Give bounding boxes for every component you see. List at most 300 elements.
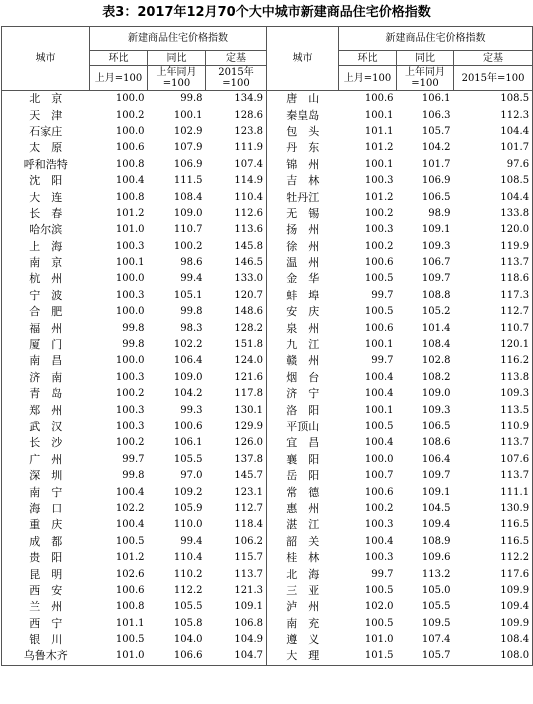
mom-cell-left: 100.6 <box>115 584 145 596</box>
mom-header-right: 环比 <box>339 51 397 66</box>
table-row <box>2 189 533 205</box>
table-row <box>2 91 533 108</box>
city-cell-left: 太 原 <box>2 140 90 156</box>
yoy-cell-right: 98.9 <box>428 207 451 219</box>
city-cell-right: 锦 州 <box>267 157 339 173</box>
city-cell-left: 青 岛 <box>2 386 90 402</box>
yoy-cell-left: 99.4 <box>180 535 203 547</box>
yoy-cell-right: 104.2 <box>421 142 451 154</box>
yoy-cell-left: 105.5 <box>173 601 203 613</box>
yoy-cell-right: 106.7 <box>421 257 451 269</box>
yoy-cell-right: 106.5 <box>421 191 451 203</box>
mom-cell-right: 100.5 <box>364 273 394 285</box>
yoy-cell-right: 106.3 <box>421 109 451 121</box>
table-row <box>2 353 533 369</box>
yoy-sub-left: 上年同月=100 <box>148 66 206 91</box>
base-cell-left: 112.7 <box>206 501 267 517</box>
yoy-cell-left: 108.4 <box>173 191 203 203</box>
mom-cell-right: 101.2 <box>364 191 394 203</box>
yoy-cell-left: 97.0 <box>180 470 203 482</box>
yoy-cell-right: 105.2 <box>421 306 451 318</box>
mom-cell-right: 100.4 <box>364 371 394 383</box>
yoy-cell-left: 110.7 <box>173 224 203 236</box>
base-cell-right: 116.5 <box>454 534 533 550</box>
mom-cell-left: 100.4 <box>115 175 145 187</box>
city-cell-left: 南 京 <box>2 255 90 271</box>
table-row <box>2 304 533 320</box>
table-row <box>2 468 533 484</box>
table-row <box>2 566 533 582</box>
yoy-cell-right: 106.4 <box>421 453 451 465</box>
base-cell-left: 104.9 <box>206 632 267 648</box>
yoy-cell-right: 105.7 <box>421 125 451 137</box>
mom-cell-left: 100.3 <box>115 421 145 432</box>
table-row <box>2 435 533 451</box>
table-row <box>2 583 533 599</box>
yoy-cell-left: 110.2 <box>173 568 203 580</box>
yoy-cell-left: 106.1 <box>173 437 203 449</box>
mom-cell-right: 100.5 <box>364 421 394 432</box>
base-cell-left: 126.0 <box>206 435 267 451</box>
base-cell-left: 130.1 <box>206 402 267 418</box>
base-cell-right: 116.5 <box>454 517 533 533</box>
yoy-cell-left: 105.1 <box>173 289 203 301</box>
base-cell-left: 118.4 <box>206 517 267 533</box>
mom-sub-right: 上月=100 <box>339 66 397 91</box>
mom-cell-left: 100.2 <box>115 437 145 449</box>
table-row <box>2 271 533 287</box>
city-cell-right: 秦皇岛 <box>267 107 339 123</box>
base-cell-right: 109.3 <box>454 386 533 402</box>
base-cell-left: 106.2 <box>206 534 267 550</box>
city-cell-right: 徐 州 <box>267 239 339 255</box>
mom-cell-left: 99.8 <box>122 322 145 334</box>
yoy-cell-right: 109.6 <box>421 552 451 564</box>
yoy-cell-right: 106.5 <box>421 421 451 432</box>
table-row <box>2 337 533 353</box>
mom-cell-right: 100.2 <box>364 502 394 514</box>
base-cell-left: 128.2 <box>206 320 267 336</box>
city-cell-right: 牡丹江 <box>267 189 339 205</box>
yoy-cell-left: 110.0 <box>173 519 203 531</box>
city-cell-left: 厦 门 <box>2 337 90 353</box>
index-group-header-left: 新建商品住宅价格指数 <box>90 27 267 51</box>
city-cell-right: 蚌 埠 <box>267 288 339 304</box>
mom-cell-left: 99.8 <box>122 470 145 482</box>
yoy-cell-left: 111.5 <box>173 175 203 187</box>
mom-cell-right: 100.6 <box>364 257 394 269</box>
yoy-cell-right: 101.7 <box>421 158 451 170</box>
yoy-cell-right: 109.7 <box>421 470 451 482</box>
yoy-cell-right: 109.1 <box>421 486 451 498</box>
yoy-cell-left: 110.4 <box>173 552 203 564</box>
city-cell-right: 安 庆 <box>267 304 339 320</box>
base-cell-left: 151.8 <box>206 337 267 353</box>
mom-cell-left: 100.8 <box>115 601 145 613</box>
city-cell-right: 吉 林 <box>267 173 339 189</box>
mom-cell-right: 100.1 <box>364 158 394 170</box>
city-cell-right: 赣 州 <box>267 353 339 369</box>
yoy-cell-left: 112.2 <box>173 584 203 596</box>
yoy-cell-left: 99.3 <box>180 404 203 416</box>
city-cell-left: 长 沙 <box>2 435 90 451</box>
mom-cell-left: 101.2 <box>115 207 145 219</box>
table-row <box>2 501 533 517</box>
yoy-cell-left: 106.9 <box>173 158 203 170</box>
base-cell-left: 145.8 <box>206 239 267 255</box>
yoy-cell-right: 108.6 <box>421 437 451 449</box>
city-cell-left: 石家庄 <box>2 124 90 140</box>
mom-cell-left: 100.5 <box>115 634 145 646</box>
city-cell-right: 丹 东 <box>267 140 339 156</box>
city-cell-right: 襄 阳 <box>267 452 339 468</box>
base-cell-left: 113.6 <box>206 222 267 238</box>
table-body <box>2 91 533 666</box>
table-row <box>2 206 533 222</box>
base-cell-right: 108.0 <box>454 648 533 665</box>
yoy-cell-right: 105.0 <box>421 584 451 596</box>
mom-cell-right: 100.4 <box>364 388 394 400</box>
yoy-cell-right: 108.4 <box>421 339 451 351</box>
yoy-cell-left: 99.8 <box>180 306 203 318</box>
city-header-left: 城市 <box>2 27 90 91</box>
yoy-cell-left: 102.2 <box>173 339 203 351</box>
yoy-cell-right: 106.1 <box>421 93 451 105</box>
mom-cell-right: 100.5 <box>364 306 394 318</box>
yoy-cell-left: 109.2 <box>173 486 203 498</box>
table-row <box>2 484 533 500</box>
mom-cell-right: 101.5 <box>339 648 397 665</box>
city-cell-left: 上 海 <box>2 239 90 255</box>
table-row <box>2 517 533 533</box>
price-index-table <box>1 26 533 666</box>
mom-cell-left: 102.2 <box>115 502 145 514</box>
table-row <box>2 550 533 566</box>
mom-cell-right: 100.5 <box>364 584 394 596</box>
table-row <box>2 648 533 665</box>
mom-cell-left: 100.3 <box>115 371 145 383</box>
base-cell-left: 117.8 <box>206 386 267 402</box>
mom-cell-right: 101.2 <box>364 142 394 154</box>
table-row <box>2 534 533 550</box>
mom-cell-left: 100.3 <box>115 289 145 301</box>
mom-cell-left: 100.8 <box>115 191 145 203</box>
city-cell-right: 桂 林 <box>267 550 339 566</box>
city-cell-right: 无 锡 <box>267 206 339 222</box>
mom-cell-left: 100.8 <box>115 158 145 170</box>
mom-cell-left: 100.4 <box>115 519 145 531</box>
mom-cell-right: 100.6 <box>364 322 394 334</box>
yoy-cell-right: 109.1 <box>421 224 451 236</box>
mom-cell-right: 100.2 <box>364 240 394 252</box>
mom-cell-left: 101.2 <box>115 552 145 564</box>
base-cell-left: 121.3 <box>206 583 267 599</box>
mom-cell-left: 100.0 <box>115 273 145 285</box>
city-cell-right: 济 宁 <box>267 386 339 402</box>
base-cell-right: 117.6 <box>454 566 533 582</box>
yoy-cell-left: 99.8 <box>180 93 203 105</box>
base-cell-right: 119.9 <box>454 239 533 255</box>
base-cell-right: 104.4 <box>454 124 533 140</box>
mom-cell-right: 100.3 <box>364 224 394 236</box>
city-cell-left: 成 都 <box>2 534 90 550</box>
city-cell-left: 呼和浩特 <box>2 157 90 173</box>
table-row <box>2 386 533 402</box>
mom-cell-left: 100.0 <box>115 355 145 367</box>
mom-cell-left: 100.0 <box>115 125 145 137</box>
base-cell-left: 120.7 <box>206 288 267 304</box>
yoy-cell-left: 99.4 <box>180 273 203 285</box>
city-cell-left: 兰 州 <box>2 599 90 615</box>
base-cell-right: 130.9 <box>454 501 533 517</box>
mom-cell-left: 100.2 <box>115 109 145 121</box>
city-cell-right: 扬 州 <box>267 222 339 238</box>
base-cell-right: 97.6 <box>454 157 533 173</box>
base-cell-right: 110.9 <box>454 419 533 435</box>
base-cell-right: 112.3 <box>454 107 533 123</box>
city-cell-right: 三 亚 <box>267 583 339 599</box>
base-cell-left: 148.6 <box>206 304 267 320</box>
mom-cell-left: 99.8 <box>122 339 145 351</box>
yoy-cell-left: 104.0 <box>173 634 203 646</box>
mom-cell-right: 100.4 <box>364 437 394 449</box>
city-cell-left: 哈尔滨 <box>2 222 90 238</box>
mom-cell-right: 100.3 <box>364 552 394 564</box>
base-cell-right: 101.7 <box>454 140 533 156</box>
table-row <box>2 402 533 418</box>
base-cell-right: 112.7 <box>454 304 533 320</box>
mom-cell-left: 100.0 <box>115 93 145 105</box>
base-cell-right: 117.3 <box>454 288 533 304</box>
base-cell-right: 104.4 <box>454 189 533 205</box>
mom-cell-right: 100.5 <box>364 617 394 629</box>
city-cell-left: 海 口 <box>2 501 90 517</box>
mom-cell-right: 100.3 <box>364 519 394 531</box>
mom-cell-right: 101.1 <box>364 125 394 137</box>
table-row <box>2 616 533 632</box>
base-cell-right: 113.7 <box>454 435 533 451</box>
city-cell-right: 湛 江 <box>267 517 339 533</box>
mom-cell-left: 100.3 <box>115 404 145 416</box>
mom-cell-right: 100.2 <box>364 207 394 219</box>
base-cell-left: 110.4 <box>206 189 267 205</box>
base-cell-right: 108.5 <box>454 91 533 108</box>
yoy-cell-left: 106.6 <box>148 648 206 665</box>
city-cell-left: 乌鲁木齐 <box>2 648 90 665</box>
city-cell-left: 西 安 <box>2 583 90 599</box>
mom-sub-left: 上月=100 <box>90 66 148 91</box>
base-cell-right: 109.9 <box>454 583 533 599</box>
table-row <box>2 222 533 238</box>
city-cell-right: 宜 昌 <box>267 435 339 451</box>
yoy-cell-right: 108.8 <box>421 289 451 301</box>
city-cell-right: 包 头 <box>267 124 339 140</box>
mom-cell-right: 100.6 <box>364 93 394 105</box>
base-cell-left: 112.6 <box>206 206 267 222</box>
mom-cell-right: 99.7 <box>371 289 394 301</box>
yoy-header-right: 同比 <box>397 51 454 66</box>
mom-cell-left: 100.1 <box>115 257 145 269</box>
mom-cell-left: 101.0 <box>90 648 148 665</box>
table-row <box>2 173 533 189</box>
yoy-cell-right: 105.7 <box>397 648 454 665</box>
base-cell-left: 146.5 <box>206 255 267 271</box>
city-cell-left: 郑 州 <box>2 402 90 418</box>
base-cell-right: 113.7 <box>454 255 533 271</box>
mom-header-left: 环比 <box>90 51 148 66</box>
city-cell-left: 大 连 <box>2 189 90 205</box>
table-row <box>2 419 533 435</box>
yoy-cell-right: 104.5 <box>421 502 451 514</box>
base-cell-right: 113.8 <box>454 370 533 386</box>
city-cell-left: 南 宁 <box>2 484 90 500</box>
base-cell-right: 111.1 <box>454 484 533 500</box>
city-cell-right: 唐 山 <box>267 91 339 108</box>
city-cell-right: 洛 阳 <box>267 402 339 418</box>
base-cell-right: 109.4 <box>454 599 533 615</box>
yoy-cell-right: 109.3 <box>421 240 451 252</box>
yoy-cell-left: 102.9 <box>173 125 203 137</box>
city-cell-left: 昆 明 <box>2 566 90 582</box>
city-cell-right: 遵 义 <box>267 632 339 648</box>
mom-cell-left: 100.2 <box>115 388 145 400</box>
yoy-cell-right: 105.5 <box>421 601 451 613</box>
base-cell-right: 112.2 <box>454 550 533 566</box>
mom-cell-right: 100.4 <box>364 535 394 547</box>
table-title: 表3：2017年12月70个大中城市新建商品住宅价格指数 <box>102 5 431 20</box>
city-cell-right: 泉 州 <box>267 320 339 336</box>
base-cell-left: 114.9 <box>206 173 267 189</box>
city-cell-right: 大 理 <box>267 648 339 665</box>
yoy-cell-left: 105.9 <box>173 502 203 514</box>
table-row <box>2 288 533 304</box>
city-cell-right: 北 海 <box>267 566 339 582</box>
city-cell-left: 长 春 <box>2 206 90 222</box>
base-cell-right: 118.6 <box>454 271 533 287</box>
city-cell-left: 合 肥 <box>2 304 90 320</box>
base-sub-right: 2015年=100 <box>454 66 533 91</box>
base-cell-right: 109.9 <box>454 616 533 632</box>
base-cell-left: 121.6 <box>206 370 267 386</box>
city-cell-left: 广 州 <box>2 452 90 468</box>
index-group-header-right: 新建商品住宅价格指数 <box>339 27 533 51</box>
yoy-cell-left: 98.6 <box>180 257 203 269</box>
city-cell-left: 深 圳 <box>2 468 90 484</box>
table-row <box>2 107 533 123</box>
city-cell-right: 韶 关 <box>267 534 339 550</box>
base-cell-left: 137.8 <box>206 452 267 468</box>
yoy-cell-right: 109.0 <box>421 388 451 400</box>
city-cell-left: 南 昌 <box>2 353 90 369</box>
yoy-cell-right: 109.3 <box>421 404 451 416</box>
base-cell-left: 145.7 <box>206 468 267 484</box>
yoy-cell-right: 109.7 <box>421 273 451 285</box>
base-header-left: 定基 <box>206 51 267 66</box>
yoy-cell-left: 104.2 <box>173 388 203 400</box>
table-row <box>2 320 533 336</box>
city-cell-right: 常 德 <box>267 484 339 500</box>
mom-cell-right: 100.1 <box>364 109 394 121</box>
yoy-cell-right: 109.4 <box>421 519 451 531</box>
table-row <box>2 632 533 648</box>
city-cell-left: 北 京 <box>2 91 90 108</box>
mom-cell-right: 102.0 <box>364 601 394 613</box>
yoy-cell-right: 107.4 <box>421 634 451 646</box>
mom-cell-left: 100.5 <box>115 535 145 547</box>
mom-cell-right: 100.3 <box>364 175 394 187</box>
mom-cell-right: 99.7 <box>371 568 394 580</box>
base-cell-left: 107.4 <box>206 157 267 173</box>
base-cell-left: 128.6 <box>206 107 267 123</box>
mom-cell-right: 100.1 <box>364 404 394 416</box>
city-cell-left: 银 川 <box>2 632 90 648</box>
mom-cell-left: 100.0 <box>115 306 145 318</box>
base-cell-left: 106.8 <box>206 616 267 632</box>
yoy-header-left: 同比 <box>148 51 206 66</box>
yoy-cell-left: 98.3 <box>180 322 203 334</box>
yoy-cell-left: 109.0 <box>173 371 203 383</box>
city-cell-right: 九 江 <box>267 337 339 353</box>
mom-cell-left: 101.0 <box>115 224 145 236</box>
yoy-cell-right: 101.4 <box>421 322 451 334</box>
mom-cell-left: 100.6 <box>115 142 145 154</box>
yoy-cell-left: 109.0 <box>173 207 203 219</box>
mom-cell-right: 101.0 <box>364 634 394 646</box>
yoy-cell-right: 108.9 <box>421 535 451 547</box>
base-cell-left: 113.7 <box>206 566 267 582</box>
city-cell-left: 济 南 <box>2 370 90 386</box>
city-cell-right: 温 州 <box>267 255 339 271</box>
city-cell-right: 岳 阳 <box>267 468 339 484</box>
mom-cell-right: 100.0 <box>364 453 394 465</box>
city-cell-left: 西 宁 <box>2 616 90 632</box>
city-cell-right: 平顶山 <box>267 419 339 435</box>
mom-cell-left: 100.4 <box>115 486 145 498</box>
city-cell-right: 惠 州 <box>267 501 339 517</box>
city-cell-right: 金 华 <box>267 271 339 287</box>
base-cell-left: 134.9 <box>206 91 267 108</box>
yoy-cell-left: 107.9 <box>173 142 203 154</box>
base-header-right: 定基 <box>454 51 533 66</box>
yoy-cell-left: 106.4 <box>173 355 203 367</box>
mom-cell-left: 99.7 <box>122 453 145 465</box>
base-cell-right: 120.1 <box>454 337 533 353</box>
yoy-cell-right: 113.2 <box>421 568 451 580</box>
city-cell-right: 烟 台 <box>267 370 339 386</box>
yoy-cell-left: 105.8 <box>173 617 203 629</box>
base-cell-right: 110.7 <box>454 320 533 336</box>
base-sub-left: 2015年=100 <box>206 66 267 91</box>
table-row <box>2 255 533 271</box>
yoy-cell-left: 100.2 <box>173 240 203 252</box>
city-cell-left: 武 汉 <box>2 419 90 435</box>
city-header-right: 城市 <box>267 27 339 91</box>
base-cell-right: 133.8 <box>454 206 533 222</box>
table-row <box>2 124 533 140</box>
city-cell-left: 天 津 <box>2 107 90 123</box>
table-row <box>2 452 533 468</box>
mom-cell-left: 100.3 <box>115 240 145 252</box>
yoy-cell-right: 108.2 <box>421 371 451 383</box>
table-row <box>2 140 533 156</box>
base-cell-right: 107.6 <box>454 452 533 468</box>
base-cell-left: 104.7 <box>206 648 267 665</box>
yoy-cell-left: 105.5 <box>173 453 203 465</box>
table-row <box>2 157 533 173</box>
base-cell-left: 129.9 <box>206 419 267 435</box>
city-cell-right: 泸 州 <box>267 599 339 615</box>
city-cell-left: 宁 波 <box>2 288 90 304</box>
